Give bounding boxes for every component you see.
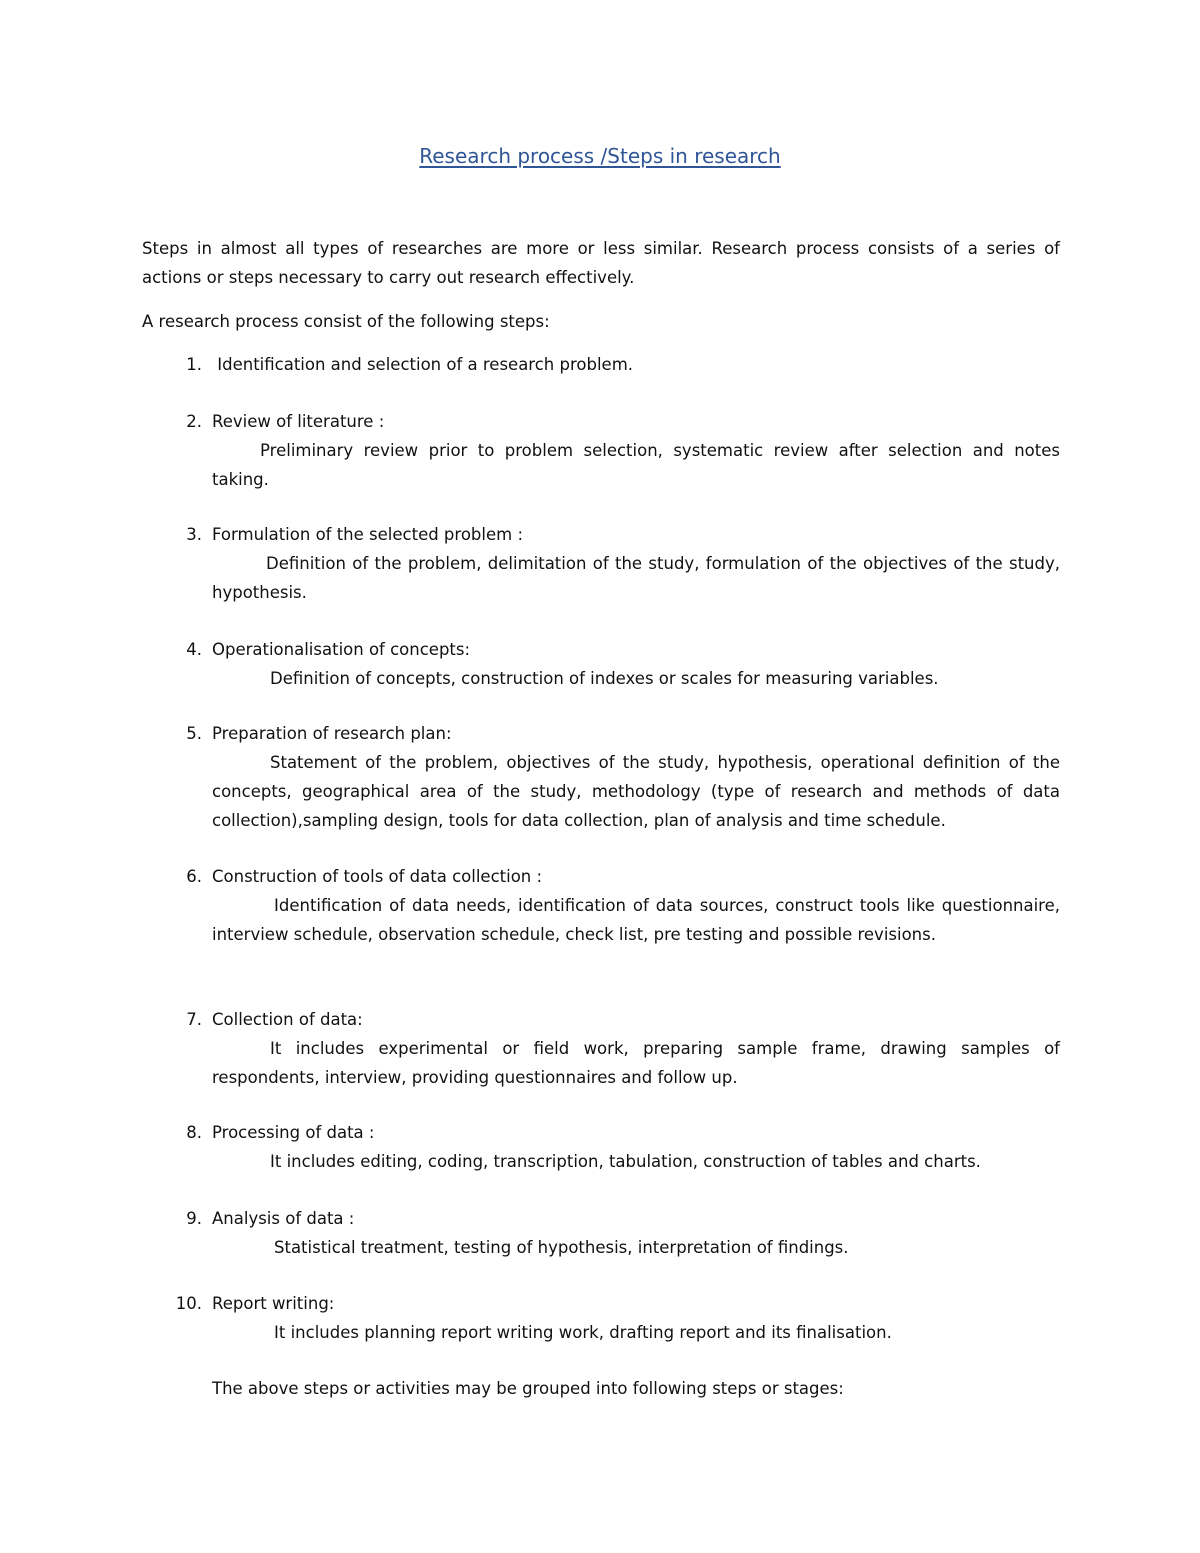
list-item-description: It includes editing, coding, transcription, tabulation, construction of tables and charts. [270, 1152, 981, 1171]
list-item-heading: Analysis of data : [212, 1209, 355, 1228]
list-item-description: Definition of the problem, delimitation of the study, formulation of the objectives of the study, hypothesis. [212, 554, 1060, 602]
list-item-number: 4. [186, 640, 202, 659]
list-item-number: 1. [186, 355, 202, 374]
list-item-heading: Preparation of research plan: [212, 724, 452, 743]
intro-paragraph: Steps in almost all types of researches are more or less similar. Research process consists of a series of actions or steps necessary to carry out research effectively. [142, 239, 1060, 287]
list-item [142, 520, 1060, 607]
list-item-description: Definition of concepts, construction of indexes or scales for measuring variables. [270, 669, 939, 688]
list-item [142, 350, 1060, 379]
list-item-number: 8. [186, 1123, 202, 1142]
list-item-description: Statistical treatment, testing of hypothesis, interpretation of findings. [274, 1238, 849, 1257]
list-item-number: 7. [186, 1010, 202, 1029]
list-item-heading: Report writing: [212, 1294, 335, 1313]
list-item-heading: Review of literature : [212, 412, 385, 431]
list-item [142, 1005, 1060, 1092]
list-item [142, 1289, 1060, 1347]
list-item-heading: Processing of data : [212, 1123, 375, 1142]
list-item-number: 9. [186, 1209, 202, 1228]
list-item-description: Statement of the problem, objectives of the study, hypothesis, operational definition of the concepts, geographical area of the study, methodology (type of research and methods of data collection),sampling design, tools for data collection, plan of analysis and time schedule. [212, 753, 1060, 830]
closing-paragraph: The above steps or activities may be grouped into following steps or stages: [212, 1379, 844, 1398]
list-item [142, 635, 1060, 693]
list-item-heading: Collection of data: [212, 1010, 363, 1029]
list-item-number: 6. [186, 867, 202, 886]
list-item-number: 2. [186, 412, 202, 431]
list-item-description: Preliminary review prior to problem selection, systematic review after selection and notes taking. [212, 441, 1060, 489]
list-item [142, 862, 1060, 949]
lead-paragraph: A research process consist of the following steps: [142, 312, 550, 331]
list-item-description: Identification of data needs, identification of data sources, construct tools like questionnaire, interview schedule, observation schedule, check list, pre testing and possible revisions. [212, 896, 1060, 944]
list-item-heading: Formulation of the selected problem : [212, 525, 524, 544]
list-item-heading: Construction of tools of data collection : [212, 867, 543, 886]
list-item-description: It includes planning report writing work, drafting report and its finalisation. [274, 1323, 892, 1342]
list-item [142, 407, 1060, 494]
list-item-heading: Identification and selection of a research problem. [212, 355, 634, 374]
list-item [142, 719, 1060, 835]
list-item-number: 10. [175, 1294, 202, 1313]
page-title: Research process /Steps in research [419, 144, 781, 168]
list-item [142, 1204, 1060, 1262]
list-item-number: 5. [186, 724, 202, 743]
list-item [142, 1118, 1060, 1176]
list-item-description: It includes experimental or field work, preparing sample frame, drawing samples of respondents, interview, providing questionnaires and follow up. [212, 1039, 1060, 1087]
list-item-heading: Operationalisation of concepts: [212, 640, 471, 659]
list-item-number: 3. [186, 525, 202, 544]
